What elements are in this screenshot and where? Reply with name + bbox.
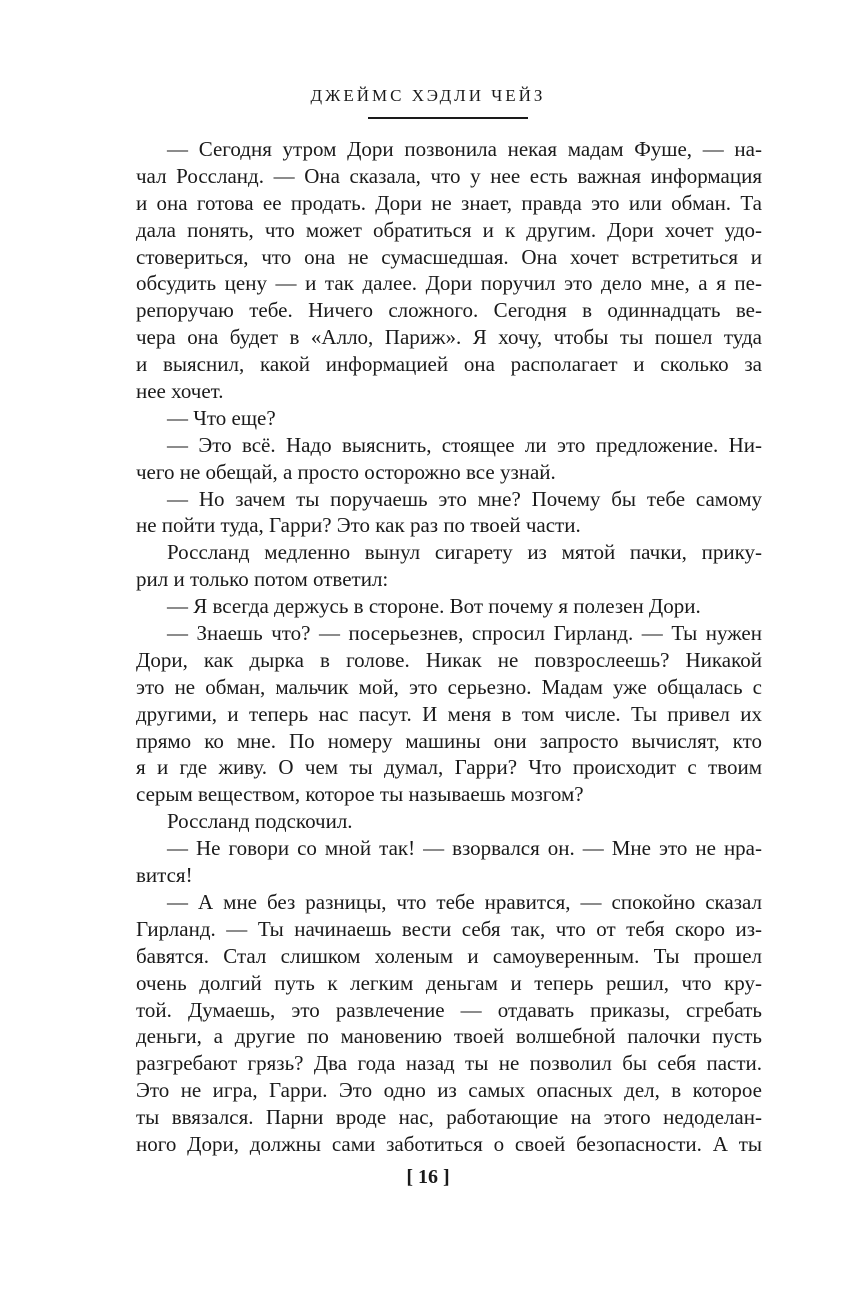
text-line: разгребают грязь? Два года назад ты не позволил бы себя пасти. [136,1051,762,1076]
text-line: дала понять, что может обратиться и к другим. Дори хочет удо- [136,217,762,242]
text-line: — Знаешь что? — посерьезнев, спросил Гирланд. — Ты нужен [167,621,762,646]
text-line: не пойти туда, Гарри? Это как раз по твоей части. [136,513,581,538]
text-line: репоручаю тебе. Ничего сложного. Сегодня в одиннадцать ве- [136,298,762,323]
text-line: стовериться, что она не сумасшедшая. Она хочет встретиться и [136,244,762,269]
text-line: — Это всё. Надо выяснить, стоящее ли это предложение. Ни- [167,432,762,457]
text-line: ного Дори, должны сами заботиться о своей безопасности. А ты [136,1131,762,1156]
text-line: деньги, а другие по мановению твоей волшебной палочки пусть [136,1024,762,1049]
text-line: той. Думаешь, это развлечение — отдавать приказы, сгребать [136,997,762,1022]
text-line: вится! [136,863,193,888]
text-line: — Что еще? [167,405,276,430]
author-name: ДЖЕЙМС ХЭДЛИ ЧЕЙЗ [310,86,546,105]
text-line: другими, и теперь нас пасут. И меня в том числе. Ты привел их [136,701,762,726]
text-line: очень долгий путь к легким деньгам и теперь решил, что кру- [136,970,762,995]
text-line: — Но зачем ты поручаешь это мне? Почему бы тебе самому [167,486,762,511]
text-line: бавятся. Стал слишком холеным и самоуверенным. Ты прошел [136,943,762,968]
text-line: Россланд медленно вынул сигарету из мятой пачки, прику- [167,540,762,565]
header-rule [368,117,528,119]
text-line: Это не игра, Гарри. Это одно из самых опасных дел, в которое [136,1078,762,1103]
text-line: ты ввязался. Парни вроде нас, работающие на этого недоделан- [136,1105,762,1130]
text-line: Дори, как дырка в голове. Никак не повзрослеешь? Никакой [136,647,762,672]
text-line: я и где живу. О чем ты думал, Гарри? Что происходит с твоим [136,755,762,780]
text-line: это не обман, мальчик мой, это серьезно. Мадам уже общалась с [136,674,762,699]
page-number: [ 16 ] [406,1166,450,1188]
text-line: чера она будет в «Алло, Париж». Я хочу, чтобы ты пошел туда [136,325,762,350]
text-line: серым веществом, которое ты называешь мозгом? [136,782,584,807]
text-line: обсудить цену — и так далее. Дори поручил это дело мне, а я пе- [136,271,762,296]
text-line: Гирланд. — Ты начинаешь вести себя так, что от тебя скоро из- [136,916,762,941]
text-line: и выяснил, какой информацией она располагает и сколько за [136,352,762,377]
text-line: и она готова ее продать. Дори не знает, правда это или обман. Та [136,190,762,215]
text-line: прямо ко мне. По номеру машины они запросто вычислят, кто [136,728,762,753]
text-line: чего не обещай, а просто осторожно все узнай. [136,459,556,484]
text-line: рил и только потом ответил: [136,567,389,592]
text-line: — Сегодня утром Дори позвонила некая мадам Фуше, — на- [167,137,762,161]
text-line: — Не говори со мной так! — взорвался он. — Мне это не нра- [167,836,762,861]
text-line: — Я всегда держусь в стороне. Вот почему я полезен Дори. [167,594,701,619]
text-line: чал Россланд. — Она сказала, что у нее есть важная информация [136,163,762,188]
text-line: нее хочет. [136,379,224,404]
text-line: Россланд подскочил. [167,809,353,834]
running-header [0,86,856,106]
body-text [136,136,762,1158]
text-line: — А мне без разницы, что тебе нравится, — спокойно сказал [167,889,762,914]
